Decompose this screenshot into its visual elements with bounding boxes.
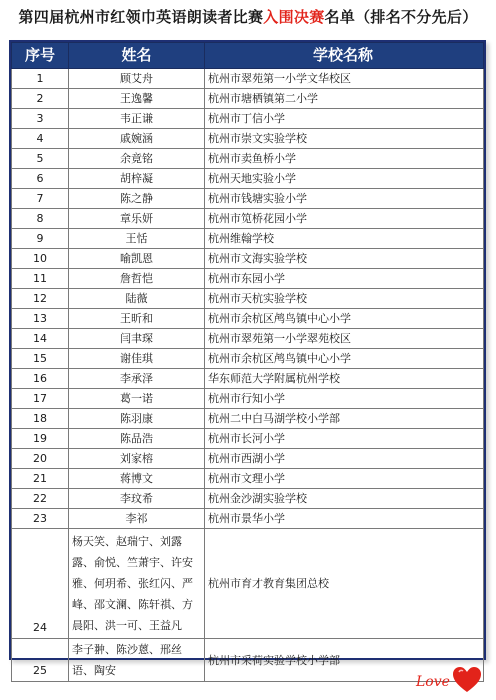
row-name: 韦正谦: [69, 109, 205, 129]
row-name: 余竟铭: [69, 149, 205, 169]
row-name: 李玟希: [69, 489, 205, 509]
header-number: 序号: [12, 43, 69, 69]
table-row: [12, 109, 484, 129]
table-row: [12, 369, 484, 389]
row-name: 王逸馨: [69, 89, 205, 109]
table-row: [12, 429, 484, 449]
row-number: 14: [12, 329, 69, 349]
row-name: 喻凯恩: [69, 249, 205, 269]
row-school: 杭州市余杭区鸬鸟镇中心小学: [205, 309, 484, 329]
row-name: 蒋博文: [69, 469, 205, 489]
row-school: 杭州市翠苑第一小学文华校区: [205, 69, 484, 89]
row-name: 李子翀、陈沙蒽、邢丝语、陶安: [69, 639, 205, 682]
table-row: [12, 149, 484, 169]
row-school: 杭州市东园小学: [205, 269, 484, 289]
row-school: 杭州市景华小学: [205, 509, 484, 529]
row-school: 杭州市西湖小学: [205, 449, 484, 469]
row-number: 23: [12, 509, 69, 529]
title-highlight: 入围决赛: [263, 8, 325, 26]
row-number: 3: [12, 109, 69, 129]
row-name: 章乐妍: [69, 209, 205, 229]
header-school: 学校名称: [205, 43, 484, 69]
row-number: 12: [12, 289, 69, 309]
row-school: 杭州二中白马湖学校小学部: [205, 409, 484, 429]
row-number: 15: [12, 349, 69, 369]
row-number: 6: [12, 169, 69, 189]
row-number: 5: [12, 149, 69, 169]
row-name: 杨天笑、赵瑞宁、刘露露、俞悦、竺萧宇、许安雅、何玥希、张红闪、严峰、邵文澜、陈轩祺、方晨阳、洪一可、王益凡: [69, 529, 205, 639]
table-row: [12, 329, 484, 349]
row-number: 7: [12, 189, 69, 209]
title-suffix: 名单（排名不分先后）: [324, 8, 478, 26]
row-number: 8: [12, 209, 69, 229]
heart-icon: [452, 666, 482, 694]
row-school: 杭州市翠苑第一小学翠苑校区: [205, 329, 484, 349]
row-number: 21: [12, 469, 69, 489]
table-row: [12, 69, 484, 89]
finalist-table-container: [9, 40, 486, 677]
row-number: 19: [12, 429, 69, 449]
row-name: 陈品浩: [69, 429, 205, 449]
row-school: 杭州维翰学校: [205, 229, 484, 249]
table-row: [12, 189, 484, 209]
table-row: [12, 249, 484, 269]
row-number: 18: [12, 409, 69, 429]
table-row: [12, 489, 484, 509]
page-title: [0, 7, 496, 27]
row-name: 戚婉涵: [69, 129, 205, 149]
table-header-row: [12, 43, 484, 69]
row-school: 杭州市卖鱼桥小学: [205, 149, 484, 169]
row-name: 王昕和: [69, 309, 205, 329]
row-number: 13: [12, 309, 69, 329]
row-school: 杭州市崇文实验学校: [205, 129, 484, 149]
row-name: 陈之静: [69, 189, 205, 209]
row-number: 20: [12, 449, 69, 469]
table-row: [12, 269, 484, 289]
row-school: 杭州市天杭实验学校: [205, 289, 484, 309]
row-name: 陈羽康: [69, 409, 205, 429]
love-text: Love: [416, 674, 450, 690]
row-name: 顾艾舟: [69, 69, 205, 89]
row-number: 4: [12, 129, 69, 149]
row-school: 杭州市长河小学: [205, 429, 484, 449]
row-name: 闫聿琛: [69, 329, 205, 349]
table-row: [12, 449, 484, 469]
row-name: 陆薇: [69, 289, 205, 309]
table-row: [12, 169, 484, 189]
love-heart-decoration: [416, 666, 486, 694]
row-school: 杭州天地实验小学: [205, 169, 484, 189]
table-row: [12, 529, 484, 639]
row-school: 杭州市文理小学: [205, 469, 484, 489]
row-name: 谢佳琪: [69, 349, 205, 369]
row-number: 1: [12, 69, 69, 89]
row-name: 王恬: [69, 229, 205, 249]
table-row: [12, 349, 484, 369]
table-row: [12, 229, 484, 249]
row-school: 杭州市文海实验学校: [205, 249, 484, 269]
row-name: 胡梓凝: [69, 169, 205, 189]
row-school: 杭州金沙湖实验学校: [205, 489, 484, 509]
row-school: 杭州市行知小学: [205, 389, 484, 409]
title-prefix: 第四届杭州市红领巾英语朗读者比赛: [18, 8, 264, 26]
row-name: 李祁: [69, 509, 205, 529]
row-name: 葛一诺: [69, 389, 205, 409]
table-row: [12, 129, 484, 149]
table-row: [12, 209, 484, 229]
table-row: [12, 639, 484, 682]
table-row: [12, 469, 484, 489]
finalist-table: [11, 42, 484, 682]
row-number: 17: [12, 389, 69, 409]
table-row: [12, 89, 484, 109]
table-row: [12, 509, 484, 529]
table-row: [12, 389, 484, 409]
table-row: [12, 289, 484, 309]
row-school: 杭州市钱塘实验小学: [205, 189, 484, 209]
row-name: 詹哲恺: [69, 269, 205, 289]
row-school: 杭州市塘栖镇第二小学: [205, 89, 484, 109]
row-number: 16: [12, 369, 69, 389]
row-number: 9: [12, 229, 69, 249]
row-name: 刘家榕: [69, 449, 205, 469]
row-name: 李承泽: [69, 369, 205, 389]
row-number: 24: [12, 529, 69, 639]
row-school: 杭州市采荷实验学校小学部: [205, 639, 484, 682]
row-school: 华东师范大学附属杭州学校: [205, 369, 484, 389]
row-school: 杭州市丁信小学: [205, 109, 484, 129]
row-number: 22: [12, 489, 69, 509]
row-number: 2: [12, 89, 69, 109]
row-number: 10: [12, 249, 69, 269]
table-row: [12, 309, 484, 329]
row-school: 杭州市笕桥花园小学: [205, 209, 484, 229]
header-name: 姓名: [69, 43, 205, 69]
row-number: 25: [12, 639, 69, 682]
row-number: 11: [12, 269, 69, 289]
row-school: 杭州市育才教育集团总校: [205, 529, 484, 639]
table-row: [12, 409, 484, 429]
row-school: 杭州市余杭区鸬鸟镇中心小学: [205, 349, 484, 369]
